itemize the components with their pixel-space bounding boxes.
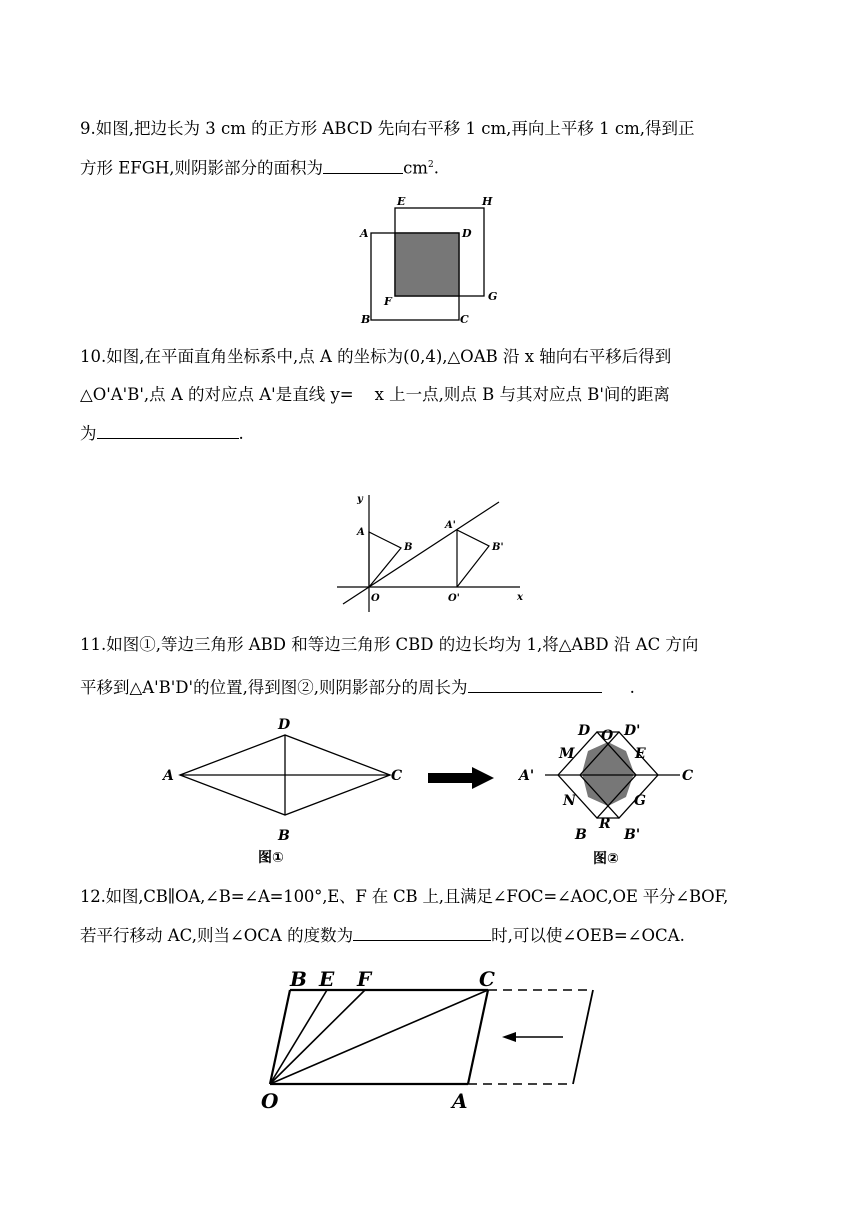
q9-unit: cm [403,158,428,178]
figure-q11-1 [160,712,410,867]
q9-line-2 [80,152,800,182]
triangle-oab-prime [457,530,489,587]
label-b: B [404,542,413,553]
label-o: O [601,728,614,744]
label-m: M [559,746,575,762]
translated-side [573,990,593,1084]
q12-text-end: 时,可以使∠OEB=∠OCA. [491,926,685,945]
q11-line-2 [80,674,800,701]
label-d: D [462,227,472,240]
label-a: A [163,768,174,784]
label-x: x [517,592,523,603]
figure-caption-2: 图② [593,851,619,867]
label-d-prime: D' [624,723,641,739]
line-of [270,990,365,1084]
label-a: A [452,1089,468,1113]
q12-line-1: 12.如图,CB∥OA,∠B=∠A=100°,E、F 在 CB 上,且满足∠FOC=∠AOC,OE 平分∠BOF, [80,887,729,906]
question-10 [80,344,800,447]
label-n: N [563,793,576,809]
q10-text: 为 [80,424,97,443]
q9-period: . [433,158,439,178]
q9-line-1: 9.如图,把边长为 3 cm 的正方形 ABCD 先向右平移 1 cm,再向上平移 1 cm,得到正 [80,119,695,138]
label-c: C [460,313,469,326]
shaded-region [395,233,459,296]
label-e: E [397,195,406,208]
label-o-prime: O' [448,593,460,604]
label-e: E [319,967,335,991]
line-oc [270,990,488,1084]
figure-q10 [335,490,535,615]
question-11 [80,632,800,701]
label-c: C [479,967,495,991]
label-a-prime: A' [519,768,535,784]
line-ac [468,990,488,1084]
label-o: O [261,1089,279,1113]
label-c: C [391,768,403,784]
line-ob [270,990,290,1084]
q9-unit-sup: 2 [427,160,434,170]
q10-line-1: 10.如图,在平面直角坐标系中,点 A 的坐标为(0,4),△OAB 沿 x 轴向右平移后得到 [80,347,672,366]
q11-line-1: 11.如图①,等边三角形 ABD 和等边三角形 CBD 的边长均为 1,将△ABD 沿 AC 方向 [80,635,699,654]
figure-q11-2 [515,715,705,870]
label-b: B [361,313,371,326]
q12-line-2 [80,922,800,949]
answer-blank-11[interactable] [468,674,602,693]
label-b: B [575,827,587,843]
label-f: F [357,967,372,991]
q9-text: 方形 EFGH,则阴影部分的面积为 [80,158,324,178]
label-c: C [682,768,694,784]
label-b-prime: B' [624,827,641,843]
question-12 [80,884,800,949]
q11-period: . [629,678,635,697]
q10-line-3 [80,420,800,447]
triangle-oab [369,532,401,587]
q10-period: . [238,424,244,443]
question-9 [80,116,800,182]
q10-line-2: △O'A'B',点 A 的对应点 A'是直线 y= x 上一点,则点 B 与其对应点 B'间的距离 [80,385,670,404]
q12-text: 若平行移动 AC,则当∠OCA 的度数为 [80,926,354,945]
arrow-right [428,767,498,789]
label-f: F [384,295,392,308]
shaded-hexagon [582,742,634,806]
answer-blank-10[interactable] [97,420,239,439]
label-b: B [290,967,307,991]
line-y-kx [343,502,499,604]
label-d: D [278,717,291,733]
figure-q9 [355,195,515,330]
label-a-prime: A' [445,520,456,531]
label-g: G [488,290,498,303]
label-y: y [357,494,363,505]
label-a: A [357,527,365,538]
label-b: B [278,828,290,844]
figure-q12 [255,962,605,1117]
label-e: E [635,746,646,762]
figure-caption-1: 图① [258,850,284,866]
label-h: H [482,195,493,208]
label-o: O [371,593,380,604]
answer-blank-12[interactable] [353,922,491,941]
q11-text: 平移到△A'B'D'的位置,得到图②,则阴影部分的周长为 [80,678,468,697]
label-a: A [360,227,369,240]
label-g: G [634,793,646,809]
label-r: R [599,816,611,832]
arrow-left-head [502,1032,516,1042]
label-d: D [578,723,591,739]
answer-blank-9[interactable] [323,155,403,174]
label-b-prime: B' [492,542,504,553]
